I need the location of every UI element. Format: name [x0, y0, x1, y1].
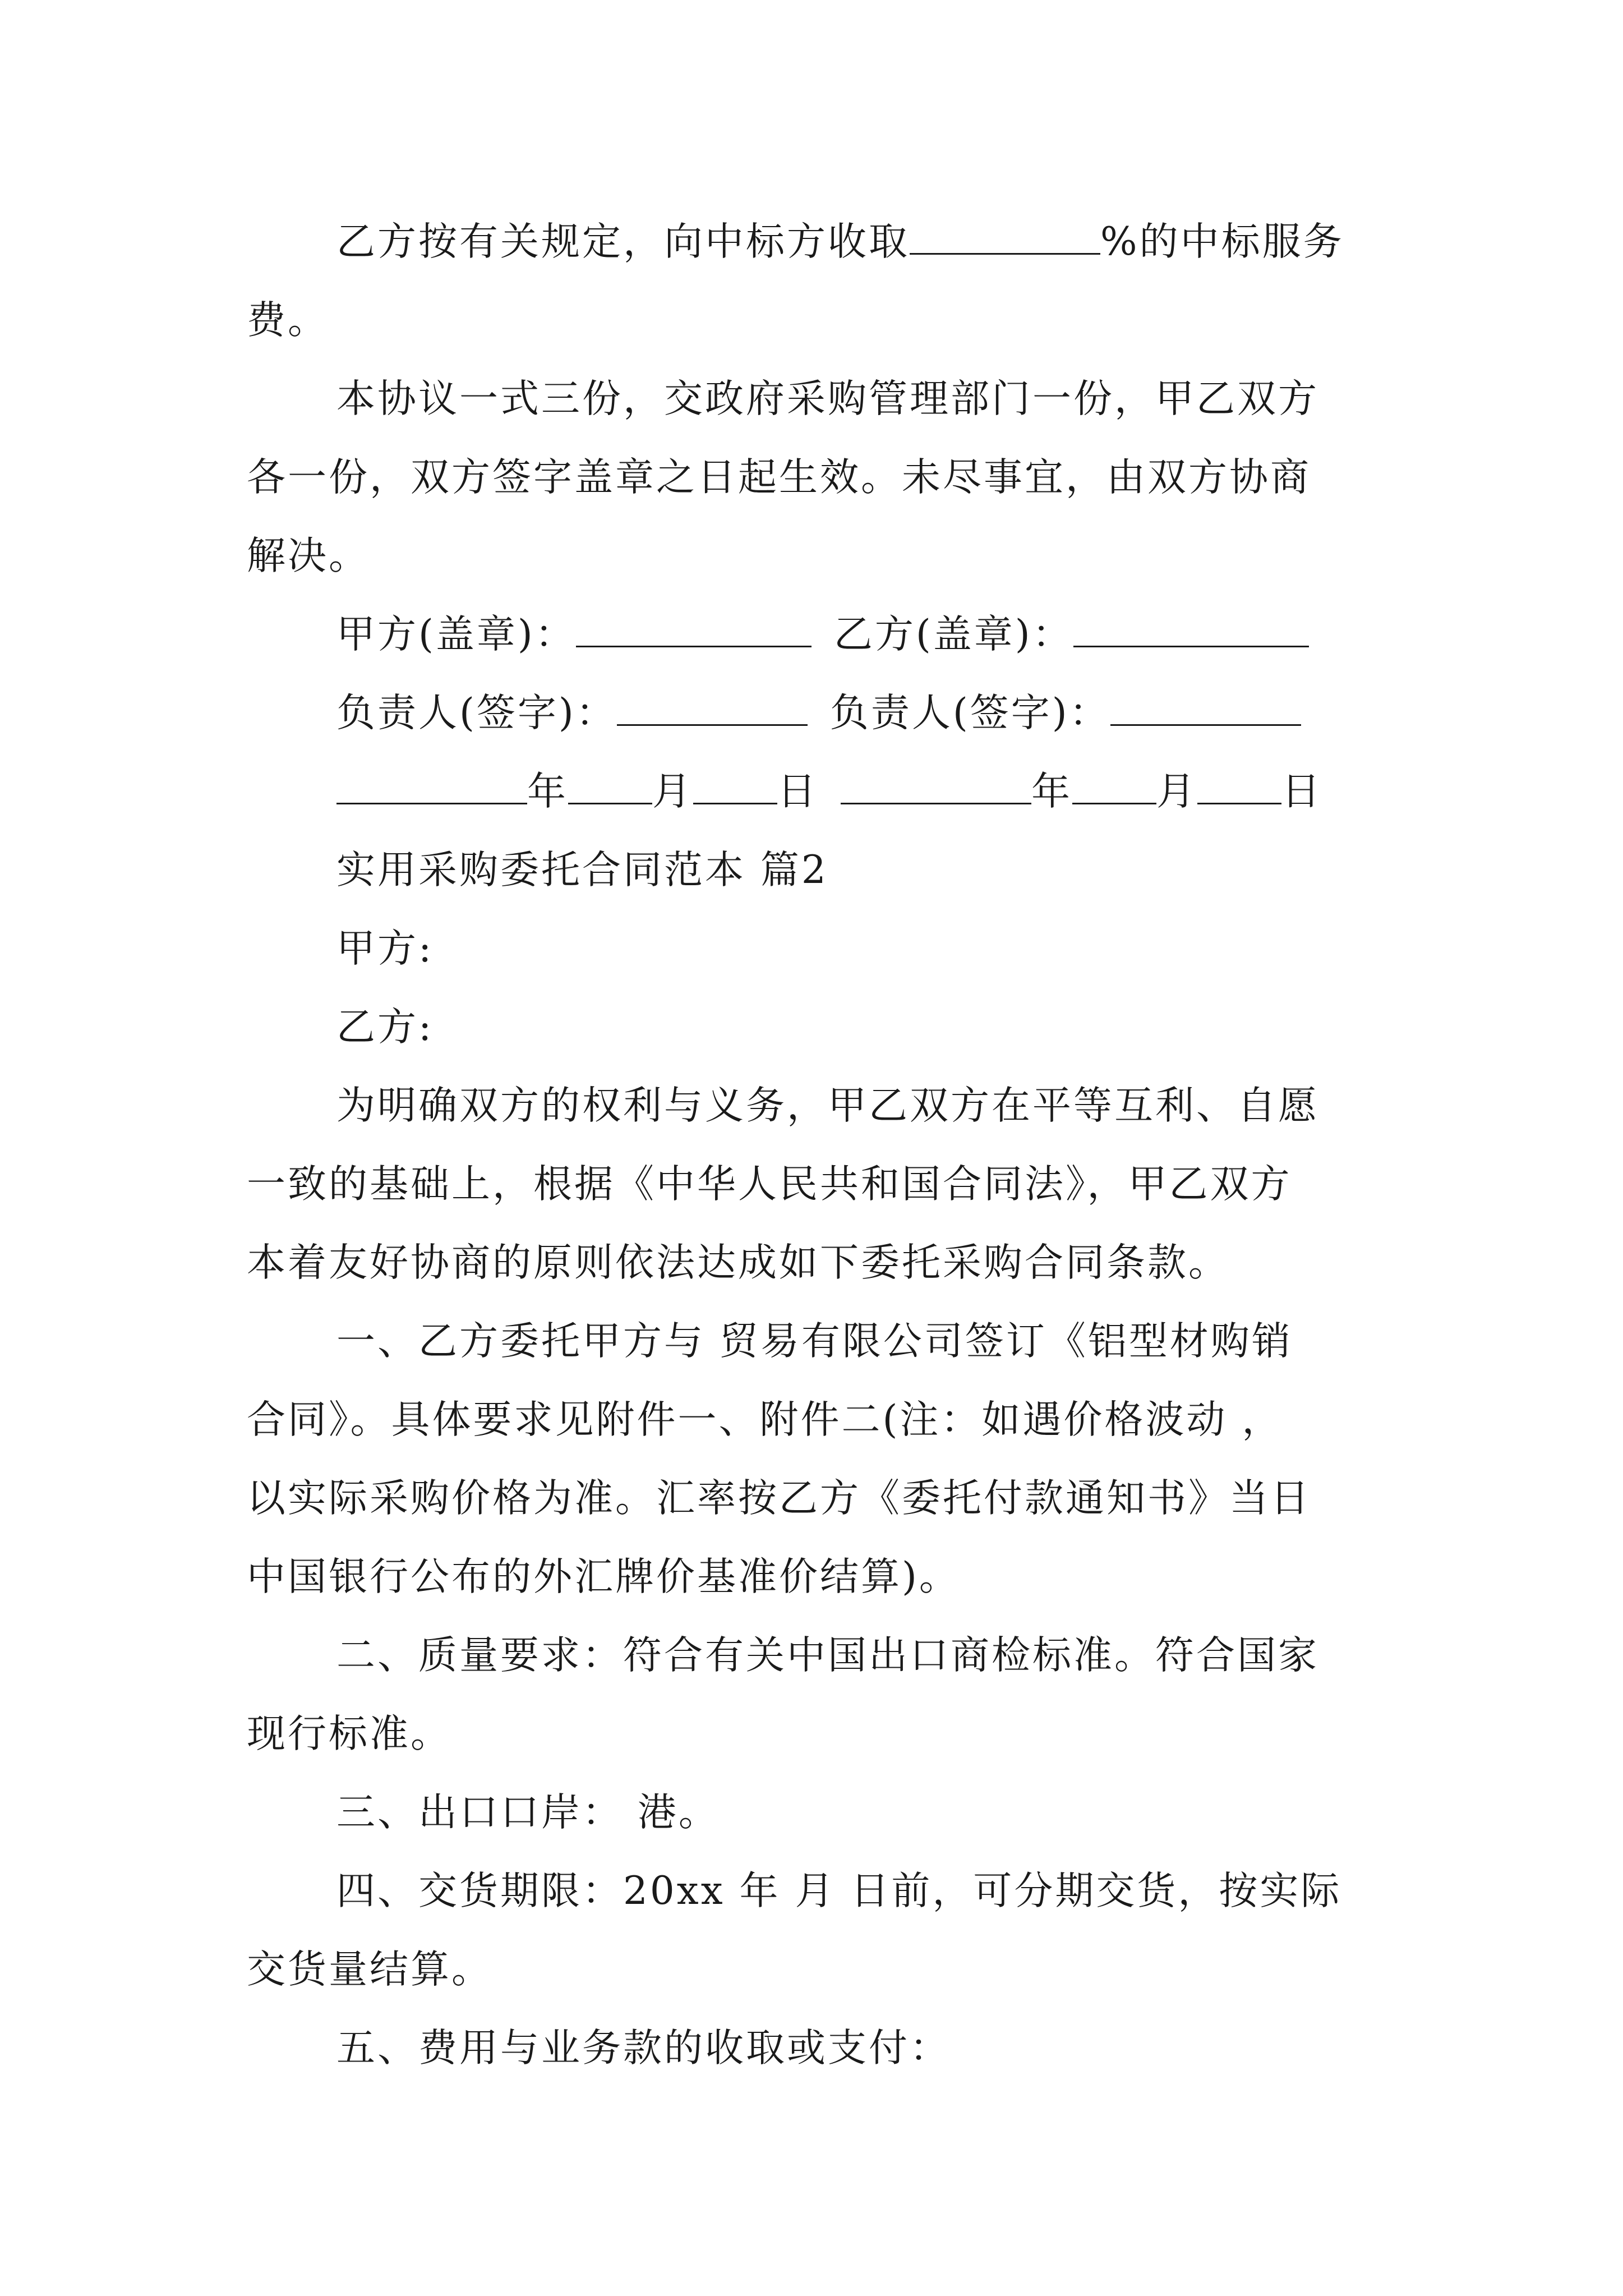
party-a-month-label: 月	[652, 769, 693, 814]
party-b-day-label: 日	[1281, 769, 1322, 814]
clause-4-line-2: 交货量结算。	[247, 1947, 492, 1992]
party-a-seal-label: 甲方(盖章)：	[336, 612, 576, 657]
paragraph-fee-line-2: 费。	[247, 298, 329, 343]
party-b-sign-blank	[1110, 689, 1301, 726]
party-b-sign-label: 负责人(签字)：	[829, 691, 1110, 735]
clause-4-line-1: 四、交货期限：20xx 年 月 日前，可分期交货，按实际	[336, 1869, 1342, 1913]
party-a-seal-blank	[576, 611, 811, 647]
clause-1-line-1: 一、乙方委托甲方与 贸易有限公司签订《铝型材购销	[336, 1319, 1293, 1364]
clause-2-line-1: 二、质量要求：符合有关中国出口商检标准。符合国家	[336, 1633, 1319, 1678]
party-b-seal-blank	[1073, 611, 1309, 647]
party-b-year-blank	[841, 768, 1031, 804]
clause-1-line-3: 以实际采购价格为准。汇率按乙方《委托付款通知书》当日	[247, 1476, 1311, 1521]
paragraph-copies-line-3: 解决。	[247, 533, 370, 578]
party-b-day-blank	[1197, 768, 1281, 804]
date-row	[336, 766, 1322, 817]
party-a-label: 甲方:	[336, 926, 434, 971]
party-b-seal-label: 乙方(盖章)：	[833, 612, 1073, 657]
party-b-month-label: 月	[1156, 769, 1197, 814]
paragraph-copies-line-1: 本协议一式三份，交政府采购管理部门一份，甲乙双方	[336, 376, 1319, 421]
party-a-year-blank	[336, 768, 527, 804]
clause-1-line-2: 合同》。具体要求见附件一、附件二(注：如遇价格波动 ，	[247, 1397, 1283, 1442]
party-a-month-blank	[568, 768, 652, 804]
party-a-year-label: 年	[527, 769, 568, 814]
party-a-sign-label: 负责人(签字)：	[336, 691, 617, 735]
fee-percent-blank	[910, 218, 1100, 255]
section-heading: 实用采购委托合同范本 篇2	[336, 848, 828, 892]
fee-text-start: 乙方按有关规定，向中标方收取	[336, 219, 910, 264]
clause-2-line-2: 现行标准。	[247, 1711, 451, 1756]
paragraph-fee-line-1	[336, 216, 1344, 268]
clause-3: 三、出口口岸： 港。	[336, 1790, 720, 1835]
party-b-month-blank	[1072, 768, 1156, 804]
party-b-year-label: 年	[1031, 769, 1072, 814]
clause-1-line-4: 中国银行公布的外汇牌价基准价结算)。	[247, 1554, 960, 1599]
intro-line-3: 本着友好协商的原则依法达成如下委托采购合同条款。	[247, 1240, 1229, 1285]
party-b-label: 乙方:	[336, 1005, 434, 1050]
intro-line-2: 一致的基础上，根据《中华人民共和国合同法》，甲乙双方	[247, 1162, 1292, 1207]
sign-row	[336, 687, 1301, 739]
party-a-day-label: 日	[777, 769, 818, 814]
fee-text-end: %的中标服务	[1100, 219, 1344, 264]
party-a-sign-blank	[617, 689, 808, 726]
intro-line-1: 为明确双方的权利与义务，甲乙双方在平等互利、自愿	[336, 1083, 1319, 1128]
clause-5: 五、费用与业务款的收取或支付：	[336, 2026, 951, 2070]
seal-row	[336, 609, 1309, 660]
party-a-day-blank	[693, 768, 777, 804]
paragraph-copies-line-2: 各一份，双方签字盖章之日起生效。未尽事宜，由双方协商	[247, 455, 1311, 500]
